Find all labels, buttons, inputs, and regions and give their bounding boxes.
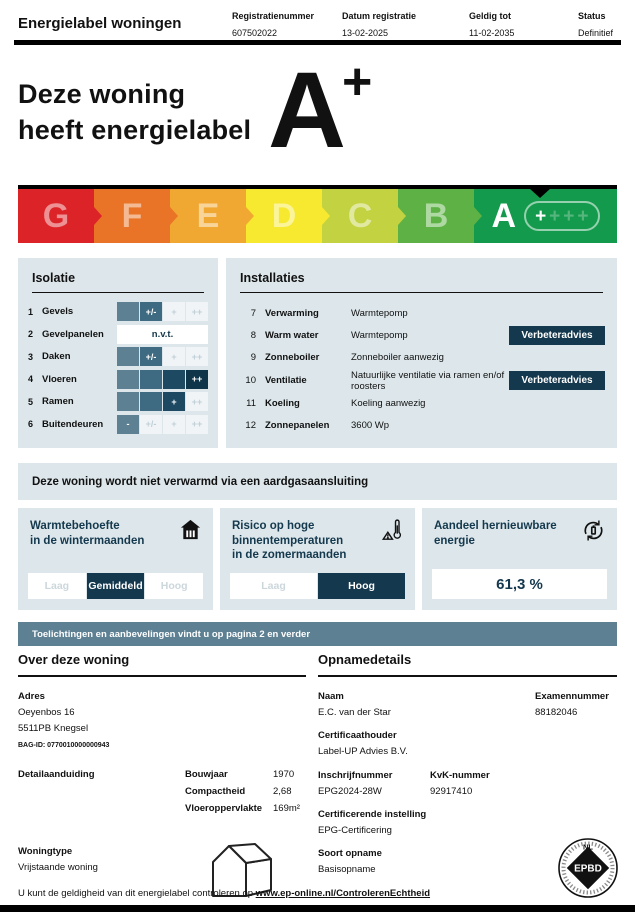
- option-laag: Laag: [230, 573, 317, 599]
- installaties-row-zonnepanelen: 12 Zonnepanelen 3600 Wp: [245, 420, 390, 432]
- verification-link[interactable]: www.ep-online.nl/ControlerenEchtheid: [255, 888, 431, 899]
- energy-grade-badge: A +: [268, 49, 373, 170]
- installaties-panel: [226, 258, 617, 448]
- installaties-row-verwarming: 7 Verwarming Warmtepomp: [250, 307, 408, 319]
- rating-cells: ++: [117, 370, 208, 389]
- isolatie-panel: [18, 258, 218, 448]
- section-title: Over deze woning: [18, 652, 130, 667]
- installaties-row-koeling: 11 Koeling Koeling aanwezig: [246, 398, 426, 410]
- option-laag: Laag: [28, 573, 86, 599]
- isolatie-row-gevelpanelen: 2 Gevelpanelen n.v.t.: [28, 325, 208, 344]
- card-risico-binnentemperaturen: Risico op hoge binnentemperaturen in de zomermaanden Laag Hoog: [220, 508, 415, 610]
- warmtebehoefte-indicator: [28, 573, 203, 599]
- notice-bar: Toelichtingen en aanbevelingen vindt u op pagina 2 en verder: [18, 622, 617, 646]
- isolatie-row-daken: 3 Daken +/- + ++: [28, 347, 208, 366]
- adres-line: Oeyenbos 16: [18, 706, 75, 718]
- header-divider: [14, 40, 621, 45]
- fact-bouwjaar: Bouwjaar 1970: [185, 768, 295, 780]
- scale-segment-d: D: [246, 189, 322, 243]
- scale-segment-c: C: [322, 189, 398, 243]
- isolatie-row-gevels: 1 Gevels +/- + ++: [28, 302, 208, 321]
- adres-label: Adres: [18, 690, 45, 702]
- svg-text:NL: NL: [583, 842, 593, 852]
- soort-opname-block: Soort opname Basisopname: [318, 847, 382, 875]
- rating-cells: - +/- + ++: [117, 415, 208, 434]
- installaties-row-ventilatie: 10 Ventilatie Natuurlijke ventilatie via ramen en/of roosters Verbeteradvies: [238, 370, 605, 392]
- option-hoog: Hoog: [145, 573, 203, 599]
- scale-segment-f: F: [94, 189, 170, 243]
- fact-compactheid: Compactheid 2,68: [185, 785, 292, 797]
- footer-validity-note: U kunt de geldigheid van dit energielabel controleren op www.ep-online.nl/ControlerenEchtheid: [18, 888, 431, 899]
- isolatie-row-buitendeuren: 6 Buitendeuren - +/- + ++: [28, 415, 208, 434]
- rating-cells: +/- + ++: [117, 302, 208, 321]
- header-field-registratienummer: Registratienummer 607502022: [232, 11, 315, 38]
- naam-block: Naam E.C. van der Star: [318, 690, 391, 718]
- isolatie-row-vloeren: 4 Vloeren ++: [28, 370, 208, 389]
- installaties-title: Installaties: [240, 271, 305, 285]
- document-title: Energielabel woningen: [18, 15, 182, 32]
- inschrijfnummer-block: Inschrijfnummer EPG2024-28W: [318, 769, 393, 797]
- card-hernieuwbare-energie: Aandeel hernieuwbare energie 61,3 %: [422, 508, 617, 610]
- renewable-energy-icon: [581, 518, 606, 548]
- card-warmtebehoefte: Warmtebehoefte in de wintermaanden Laag Gemiddeld Hoog: [18, 508, 213, 610]
- option-gemiddeld-selected: Gemiddeld: [87, 573, 145, 599]
- hero-title: Deze woning heeft energielabel: [18, 79, 252, 145]
- rating-cells: + ++: [117, 392, 208, 411]
- plus-rating-pill: + + + +: [524, 201, 599, 231]
- scale-segment-b: B: [398, 189, 474, 243]
- nvt-cell: n.v.t.: [117, 325, 208, 344]
- installaties-row-zonneboiler: 9 Zonneboiler Zonneboiler aanwezig: [250, 351, 444, 363]
- option-hoog-selected: Hoog: [318, 573, 405, 599]
- header-field-status: Status Definitief: [578, 11, 614, 38]
- bag-id: BAG-ID: 0770010000000943: [18, 741, 110, 749]
- scale-topline: [18, 185, 617, 189]
- no-gas-banner: Deze woning wordt niet verwarmd via een aardgasaansluiting: [18, 463, 617, 500]
- isolatie-row-ramen: 5 Ramen + ++: [28, 392, 208, 411]
- isolatie-title: Isolatie: [32, 271, 76, 285]
- epbd-stamp: [556, 836, 620, 905]
- scale-segment-g: G: [18, 189, 94, 243]
- section-title: Opnamedetails: [318, 652, 412, 667]
- verbeteradvies-button[interactable]: Verbeteradvies: [509, 371, 605, 390]
- installaties-row-warm-water: 8 Warm water Warmtepomp Verbeteradvies: [238, 325, 605, 345]
- fact-vloeroppervlakte: Vloeroppervlakte 169m²: [185, 802, 300, 814]
- header-field-geldig-tot: Geldig tot 11-02-2035: [469, 11, 515, 38]
- scale-segment-a: A + + + +: [474, 189, 617, 243]
- scale-segment-e: E: [170, 189, 246, 243]
- rating-cells: +/- + ++: [117, 347, 208, 366]
- examennummer-block: Examennummer 88182046: [535, 690, 609, 718]
- verbeteradvies-button[interactable]: Verbeteradvies: [509, 326, 605, 345]
- risico-indicator: [230, 573, 405, 599]
- svg-text:EPBD: EPBD: [574, 863, 602, 875]
- certificaathouder-block: Certificaathouder Label-UP Advies B.V.: [318, 729, 408, 757]
- grade-pointer-icon: [529, 188, 551, 198]
- adres-line: 5511PB Knegsel: [18, 722, 89, 734]
- certificerende-instelling-block: Certificerende instelling EPG-Certificering: [318, 808, 427, 836]
- woningtype-label: Woningtype: [18, 845, 73, 857]
- header-field-datum-registratie: Datum registratie 13-02-2025: [342, 11, 417, 38]
- woningtype-value: Vrijstaande woning: [18, 861, 98, 873]
- energy-scale: [18, 185, 617, 243]
- thermometer-warning-icon: [380, 518, 404, 547]
- renewable-energy-value: 61,3 %: [432, 569, 607, 599]
- detailaanduiding-label: Detailaanduiding: [18, 768, 95, 780]
- house-icon: [179, 518, 202, 546]
- kvk-block: KvK-nummer 92917410: [430, 769, 490, 797]
- footer-bar: [0, 905, 635, 912]
